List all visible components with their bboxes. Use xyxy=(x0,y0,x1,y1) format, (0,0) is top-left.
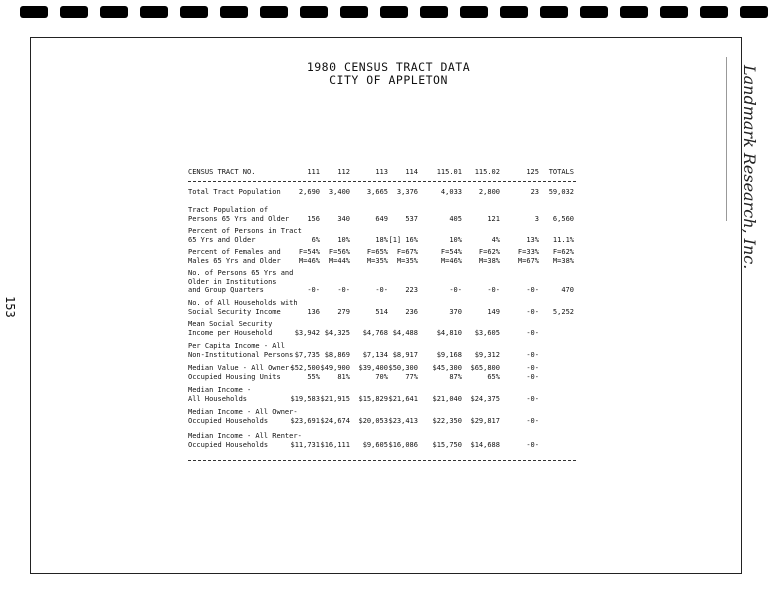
table-cell: -0- -0- xyxy=(526,364,539,381)
table-cell: F=62% M=38% xyxy=(478,248,500,265)
table-cell: 470 xyxy=(561,286,574,295)
table-cell: 18% xyxy=(375,235,388,244)
binder-hole xyxy=(660,6,688,18)
row-label: Per Capita Income - All Non-Institutional Persons xyxy=(188,342,294,359)
column-header-tract: CENSUS TRACT NO. xyxy=(188,168,256,176)
table-cell: $8,917 xyxy=(392,350,418,359)
table-cell: $21,641 xyxy=(388,394,418,403)
binder-hole xyxy=(100,6,128,18)
table-cell: 149 xyxy=(487,307,500,316)
table-cell: 6,560 xyxy=(552,214,574,223)
table-cell: 13% xyxy=(526,235,539,244)
page-title: 1980 CENSUS TRACT DATA xyxy=(306,60,471,74)
table-cell: $7,134 xyxy=(362,350,388,359)
page-number: 153 xyxy=(3,296,17,318)
row-label: Median Income - All Renter- Occupied Households xyxy=(188,432,302,449)
header-rule xyxy=(188,181,576,182)
table-cell: 223 xyxy=(405,286,418,295)
row-label: No. of All Households with Social Security Income xyxy=(188,299,298,316)
column-header: 125 xyxy=(526,168,539,176)
table-cell: $11,731 xyxy=(290,440,320,449)
binder-hole xyxy=(220,6,248,18)
table-cell: $22,350 xyxy=(432,416,462,425)
binder-hole xyxy=(500,6,528,18)
table-cell: 11.1% xyxy=(552,235,574,244)
table-cell: 3,376 xyxy=(396,188,418,196)
page-subtitle: CITY OF APPLETON xyxy=(329,73,448,87)
column-header: 115.02 xyxy=(474,168,500,176)
table-cell: -0- xyxy=(337,286,350,295)
binder-hole xyxy=(180,6,208,18)
table-cell: F=62% M=38% xyxy=(552,248,574,265)
table-cell: $24,375 xyxy=(470,394,500,403)
table-cell: -0- xyxy=(526,350,539,359)
binder-hole xyxy=(580,6,608,18)
binder-hole xyxy=(140,6,168,18)
column-header: 112 xyxy=(337,168,350,176)
table-cell: F=33% M=67% xyxy=(517,248,539,265)
table-cell: F=65% M=35% xyxy=(366,248,388,265)
table-cell: $23,413 xyxy=(388,416,418,425)
table-cell: 6% xyxy=(311,235,320,244)
table-cell: -0- xyxy=(526,394,539,403)
row-label: Median Income - All Owner- Occupied Households xyxy=(188,408,298,425)
table-cell: -0- xyxy=(526,286,539,295)
table-cell: $52,500 55% xyxy=(290,364,320,381)
table-cell: $9,312 xyxy=(474,350,500,359)
table-cell: $20,053 xyxy=(358,416,388,425)
table-cell: $9,605 xyxy=(362,440,388,449)
table-cell: 23 xyxy=(530,188,539,196)
binder-hole xyxy=(740,6,768,18)
table-cell: $16,086 xyxy=(388,440,418,449)
table-cell: $50,300 77% xyxy=(388,364,418,381)
column-header: 111 xyxy=(307,168,320,176)
table-cell: 4,033 xyxy=(440,188,462,196)
table-cell: $39,400 70% xyxy=(358,364,388,381)
table-cell: 3,400 xyxy=(328,188,350,196)
table-cell: $16,111 xyxy=(320,440,350,449)
table-cell: -0- xyxy=(307,286,320,295)
table-cell: $7,735 xyxy=(294,350,320,359)
row-label: Mean Social Security Income per Household xyxy=(188,320,273,337)
table-cell: 3,665 xyxy=(366,188,388,196)
binder-hole xyxy=(620,6,648,18)
table-cell: $65,800 65% xyxy=(470,364,500,381)
table-cell: $4,810 xyxy=(436,328,462,337)
table-cell: 136 xyxy=(307,307,320,316)
row-label: Total Tract Population xyxy=(188,188,281,196)
table-cell: -0- xyxy=(375,286,388,295)
row-label: Median Value - All Owner- Occupied Housing Units xyxy=(188,364,294,381)
binder-hole xyxy=(380,6,408,18)
company-stamp xyxy=(726,57,773,270)
table-cell: 59,032 xyxy=(548,188,574,196)
table-cell: $45,300 87% xyxy=(432,364,462,381)
table-cell: [1] 16% xyxy=(388,235,418,244)
row-label: Percent of Females and Males 65 Yrs and Older xyxy=(188,248,281,265)
binder-hole xyxy=(300,6,328,18)
binder-hole xyxy=(700,6,728,18)
table-cell: $8,869 xyxy=(324,350,350,359)
table-cell: $21,915 xyxy=(320,394,350,403)
table-cell: 10% xyxy=(449,235,462,244)
table-cell: F=54% M=46% xyxy=(298,248,320,265)
table-cell: -0- xyxy=(526,416,539,425)
binder-hole xyxy=(260,6,288,18)
table-cell: $4,768 xyxy=(362,328,388,337)
table-cell: 5,252 xyxy=(552,307,574,316)
table-cell: $21,040 xyxy=(432,394,462,403)
table-cell: $15,750 xyxy=(432,440,462,449)
table-cell: $49,900 81% xyxy=(320,364,350,381)
table-cell: $9,168 xyxy=(436,350,462,359)
column-header: 115.01 xyxy=(436,168,462,176)
table-cell: 405 xyxy=(449,214,462,223)
table-cell: $4,488 xyxy=(392,328,418,337)
table-cell: -0- xyxy=(526,440,539,449)
row-label: Median Income - All Households xyxy=(188,386,252,403)
table-cell: 537 xyxy=(405,214,418,223)
table-cell: 370 xyxy=(449,307,462,316)
table-cell: 2,800 xyxy=(478,188,500,196)
binder-hole xyxy=(460,6,488,18)
table-cell: 279 xyxy=(337,307,350,316)
table-cell: 340 xyxy=(337,214,350,223)
binder-hole xyxy=(340,6,368,18)
row-label: Tract Population of Persons 65 Yrs and Older xyxy=(188,206,290,223)
table-cell: F=54% M=46% xyxy=(440,248,462,265)
table-cell: 2,690 xyxy=(298,188,320,196)
table-cell: F=56% M=44% xyxy=(328,248,350,265)
row-label: No. of Persons 65 Yrs and Older in Institutions and Group Quarters xyxy=(188,269,294,295)
table-cell: $23,691 xyxy=(290,416,320,425)
binder-hole xyxy=(420,6,448,18)
table-cell: $3,942 xyxy=(294,328,320,337)
table-cell: 4% xyxy=(491,235,500,244)
table-cell: $15,829 xyxy=(358,394,388,403)
row-label: Percent of Persons in Tract 65 Yrs and Older xyxy=(188,227,302,244)
binder-hole xyxy=(20,6,48,18)
table-cell: 3 xyxy=(534,214,539,223)
table-cell: $24,674 xyxy=(320,416,350,425)
table-cell: $29,817 xyxy=(470,416,500,425)
table-cell: 514 xyxy=(375,307,388,316)
stamp-text: Landmark Research, Inc. xyxy=(740,65,759,270)
footer-rule xyxy=(188,460,576,461)
table-cell: $4,325 xyxy=(324,328,350,337)
table-cell: -0- xyxy=(449,286,462,295)
table-cell: 121 xyxy=(487,214,500,223)
table-cell: $14,688 xyxy=(470,440,500,449)
table-cell: F=67% M=35% xyxy=(396,248,418,265)
table-cell: 156 xyxy=(307,214,320,223)
column-header: 114 xyxy=(405,168,418,176)
table-cell: 236 xyxy=(405,307,418,316)
column-header: 113 xyxy=(375,168,388,176)
table-cell: -0- xyxy=(487,286,500,295)
binder-hole xyxy=(540,6,568,18)
column-header: TOTALS xyxy=(548,168,574,176)
table-cell: $19,583 xyxy=(290,394,320,403)
table-cell: $3,605 xyxy=(474,328,500,337)
table-cell: -0- xyxy=(526,307,539,316)
binder-hole xyxy=(60,6,88,18)
table-cell: 649 xyxy=(375,214,388,223)
table-cell: -0- xyxy=(526,328,539,337)
page-border xyxy=(30,37,742,574)
table-cell: 10% xyxy=(337,235,350,244)
